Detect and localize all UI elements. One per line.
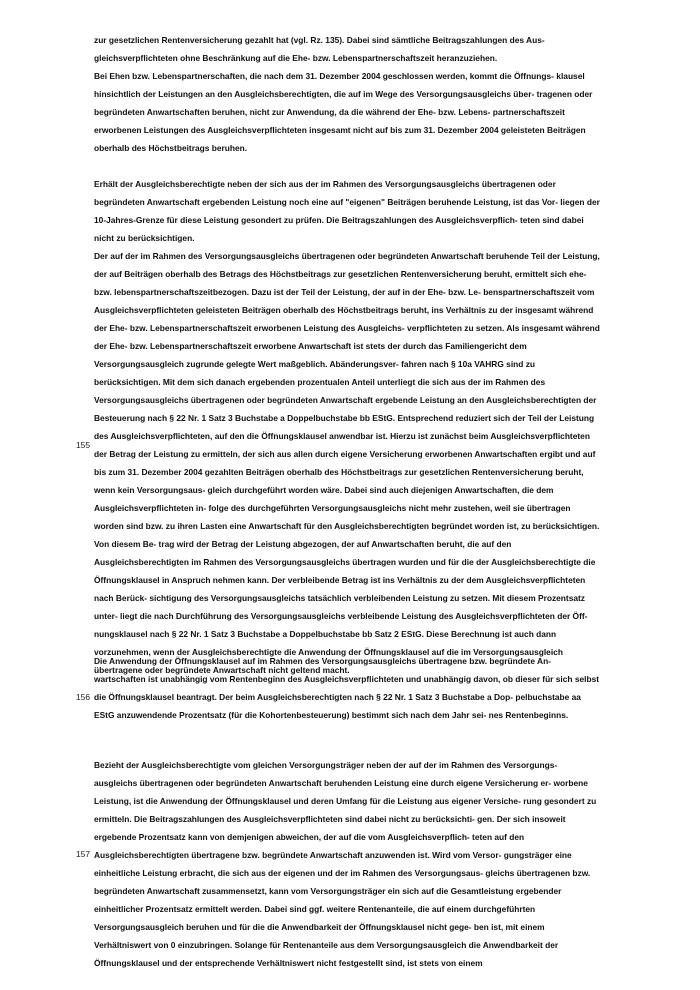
paragraph-154-continuation: zur gesetzlichen Rentenversicherung gezahlt hat (vgl. Rz. 135). Dabei sind sämtliche Beitragszahlungen des Aus- gleichsverpflichteten ohne Beschränkung auf die Ehe- bzw. Lebenspartnerschaftszeit heranzuziehen. (94, 35, 545, 63)
paragraph-156: Die Anwendung der Öffnungsklausel auf im Rahmen des Versorgungsausgleichs übertragene bzw. begründete An- wartschaften ist unabhängig vom Rentenbeginn des Ausgleichsverpflichteten und unabhängig davon, ob dieser für sich selbst die Öffnungsklausel beantragt. Der beim Ausgleichsberechtigten nach § 22 Nr. 1 Satz 3 Buchstabe a Dop- pelbuchstabe aa EStG anzuwendende Prozentsatz (für die Kohortenbesteuerung) bestimmt sich nach dem Jahr sei- nes Rentenbeginns. (94, 656, 600, 720)
paragraph-155: Der auf der im Rahmen des Versorgungsausgleichs übertragenen oder begründeten Anwartschaft beruhende Teil der Leistung, der auf Beiträgen oberhalb des Betrags des Höchstbeitrags zur gesetzlichen Rentenversicherung beruht, ermittelt sich ehe- bzw. lebenspartnerschaftszeitbezogen. Dazu ist der Teil der Leistung, der auf in der Ehe- bzw. Le- benspartnerschaftszeit vom Ausgleichsverpflichteten geleisteten Beiträgen oberhalb des Höchstbeitrags beruht, ins Verhältnis zu der insgesamt während der Ehe- bzw. Lebenspartnerschaftszeit erworbenen Leistung des Ausgleichs- verpflichteten zu setzen. Als insgesamt während der Ehe- bzw. Lebenspartnerschaftszeit erworbene Anwartschaft ist stets der durch das Familiengericht dem Versorgungsausgleich zugrunde gelegte Wert maßgeblich. Abänderungsver- fahren nach § 10a VAHRG sind zu berücksichtigen. Mit dem sich danach ergebenden prozentualen Anteil unterliegt die sich aus der im Rahmen des Versorgungsausgleichs übertragenen oder begründeten Anwartschaft ergebende Leistung an den Ausgleichsberechtigten der Besteuerung nach § 22 Nr. 1 Satz 3 Buchstabe a Doppelbuchstabe bb EStG. Entsprechend reduziert sich der Teil der Leistung des Ausgleichsverpflichteten, auf den die Öffnungsklausel anwendbar ist. Hierzu ist zunächst beim Ausgleichsverpflichteten der Betrag der Leistung zu ermitteln, der sich aus allen durch eigene Versicherung erworbenen Anwartschaften ergibt und auf bis zum 31. Dezember 2004 gezahlten Beiträgen oberhalb des Höchstbeitrags zur gesetzlichen Rentenversicherung beruht, wenn kein Versorgungsaus- gleich durchgeführt worden wäre. Dabei sind auch diejenigen Anwartschaften, die dem Ausgleichsverpflichteten in- folge des durchgeführten Versorgungsausgleichs nicht mehr zustehen, weil sie übertragen worden sind bzw. zu ihren Lasten eine Anwartschaft für den Ausgleichsberechtigten begründet worden ist, zu berücksichtigen. Von diesem Be- trag wird der Betrag der Leistung abgezogen, der auf Anwartschaften beruht, die auf den Ausgleichsberechtigten im Rahmen des Versorgungsausgleichs übertragen wurden und für die der Ausgleichsberechtigte die Öffnungsklausel in Anspruch nehmen kann. Der verbleibende Betrag ist ins Verhältnis zu der dem Ausgleichsverpflichteten nach Berück- sichtigung des Versorgungsausgleichs tatsächlich verbleibenden Leistung zu setzen. Mit diesem Prozentsatz unter- liegt die nach Durchführung des Versorgungsausgleichs verbleibende Leistung des Ausgleichsverpflichteten der Öff- nungsklausel nach § 22 Nr. 1 Satz 3 Buchstabe a Doppelbuchstabe bb Satz 2 EStG. Diese Berechnung ist auch dann vorzunehmen, wenn der Ausgleichsberechtigte die Anwendung der Öffnungsklausel auf die im Versorgungsausgleich übertragene oder begründete Anwartschaft nicht geltend macht. (94, 251, 600, 675)
paragraph-157: Bezieht der Ausgleichsberechtigte vom gleichen Versorgungsträger neben der auf der im Rahmen des Versorgungs- ausgleichs übertragenen oder begründeten Anwartschaft beruhenden Leistung eine durch eigene Versicherung er- worbene Leistung, ist die Anwendung der Öffnungsklausel und deren Umfang für die Leistung aus eigener Versiche- rung gesondert zu ermitteln. Die Beitragszahlungen des Ausgleichsverpflichteten sind dabei nicht zu berücksichti- gen. Der sich insoweit ergebende Prozentsatz kann von demjenigen abweichen, der auf die vom Ausgleichsverpflich- teten auf den Ausgleichsberechtigten übertragene bzw. begründete Anwartschaft anzuwenden ist. Wird vom Versor- gungsträger eine einheitliche Leistung erbracht, die sich aus der eigenen und der im Rahmen des Versorgungsaus- gleichs übertragenen bzw. begründeten Anwartschaft zusammensetzt, kann vom Versorgungsträger ein sich auf die Gesamtleistung ergebender einheitlicher Prozentsatz ermittelt werden. Dabei sind ggf. weitere Rentenanteile, die auf einem durchgeführten Versorgungsausgleich beruhen und für die die Anwendbarkeit der Öffnungsklausel nicht gege- ben ist, mit einem Verhältniswert von 0 einzubringen. Solange für Rentenanteile aus dem Versorgungsausgleich die Anwendbarkeit der Öffnungsklausel und der entsprechende Verhältniswert nicht festgestellt sind, ist stets von einem (94, 760, 597, 968)
paragraph-154-eigene-beitraege: Erhält der Ausgleichsberechtigte neben der sich aus der im Rahmen des Versorgungsausgleichs übertragenen oder begründeten Anwartschaft ergebenden Leistung noch eine auf "eigenen" Beiträgen beruhende Leistung, ist das Vor- liegen der 10-Jahres-Grenze für diese Leistung gesondert zu prüfen. Die Beitragszahlungen des Ausgleichsverpflich- teten sind dabei nicht zu berücksichtigen. (94, 179, 600, 243)
margin-number-156: 156 (76, 692, 90, 702)
margin-number-155: 155 (76, 440, 90, 450)
paragraph-154-ehen-nach-2004: Bei Ehen bzw. Lebenspartnerschaften, die nach dem 31. Dezember 2004 geschlossen werden, kommt die Öffnungs- klausel hinsichtlich der Leistungen an den Ausgleichsberechtigten, die auf im Wege des Versorgungsausgleichs über- tragenen oder begründeten Anwartschaften beruhen, nicht zur Anwendung, da die während der Ehe- bzw. Lebens- partnerschaftszeit erworbenen Leistungen des Ausgleichsverpflichteten insgesamt nicht auf bis zum 31. Dezember 2004 geleisteten Beiträgen oberhalb des Höchstbeitrags beruhen. (94, 71, 593, 153)
margin-number-157: 157 (76, 849, 90, 859)
